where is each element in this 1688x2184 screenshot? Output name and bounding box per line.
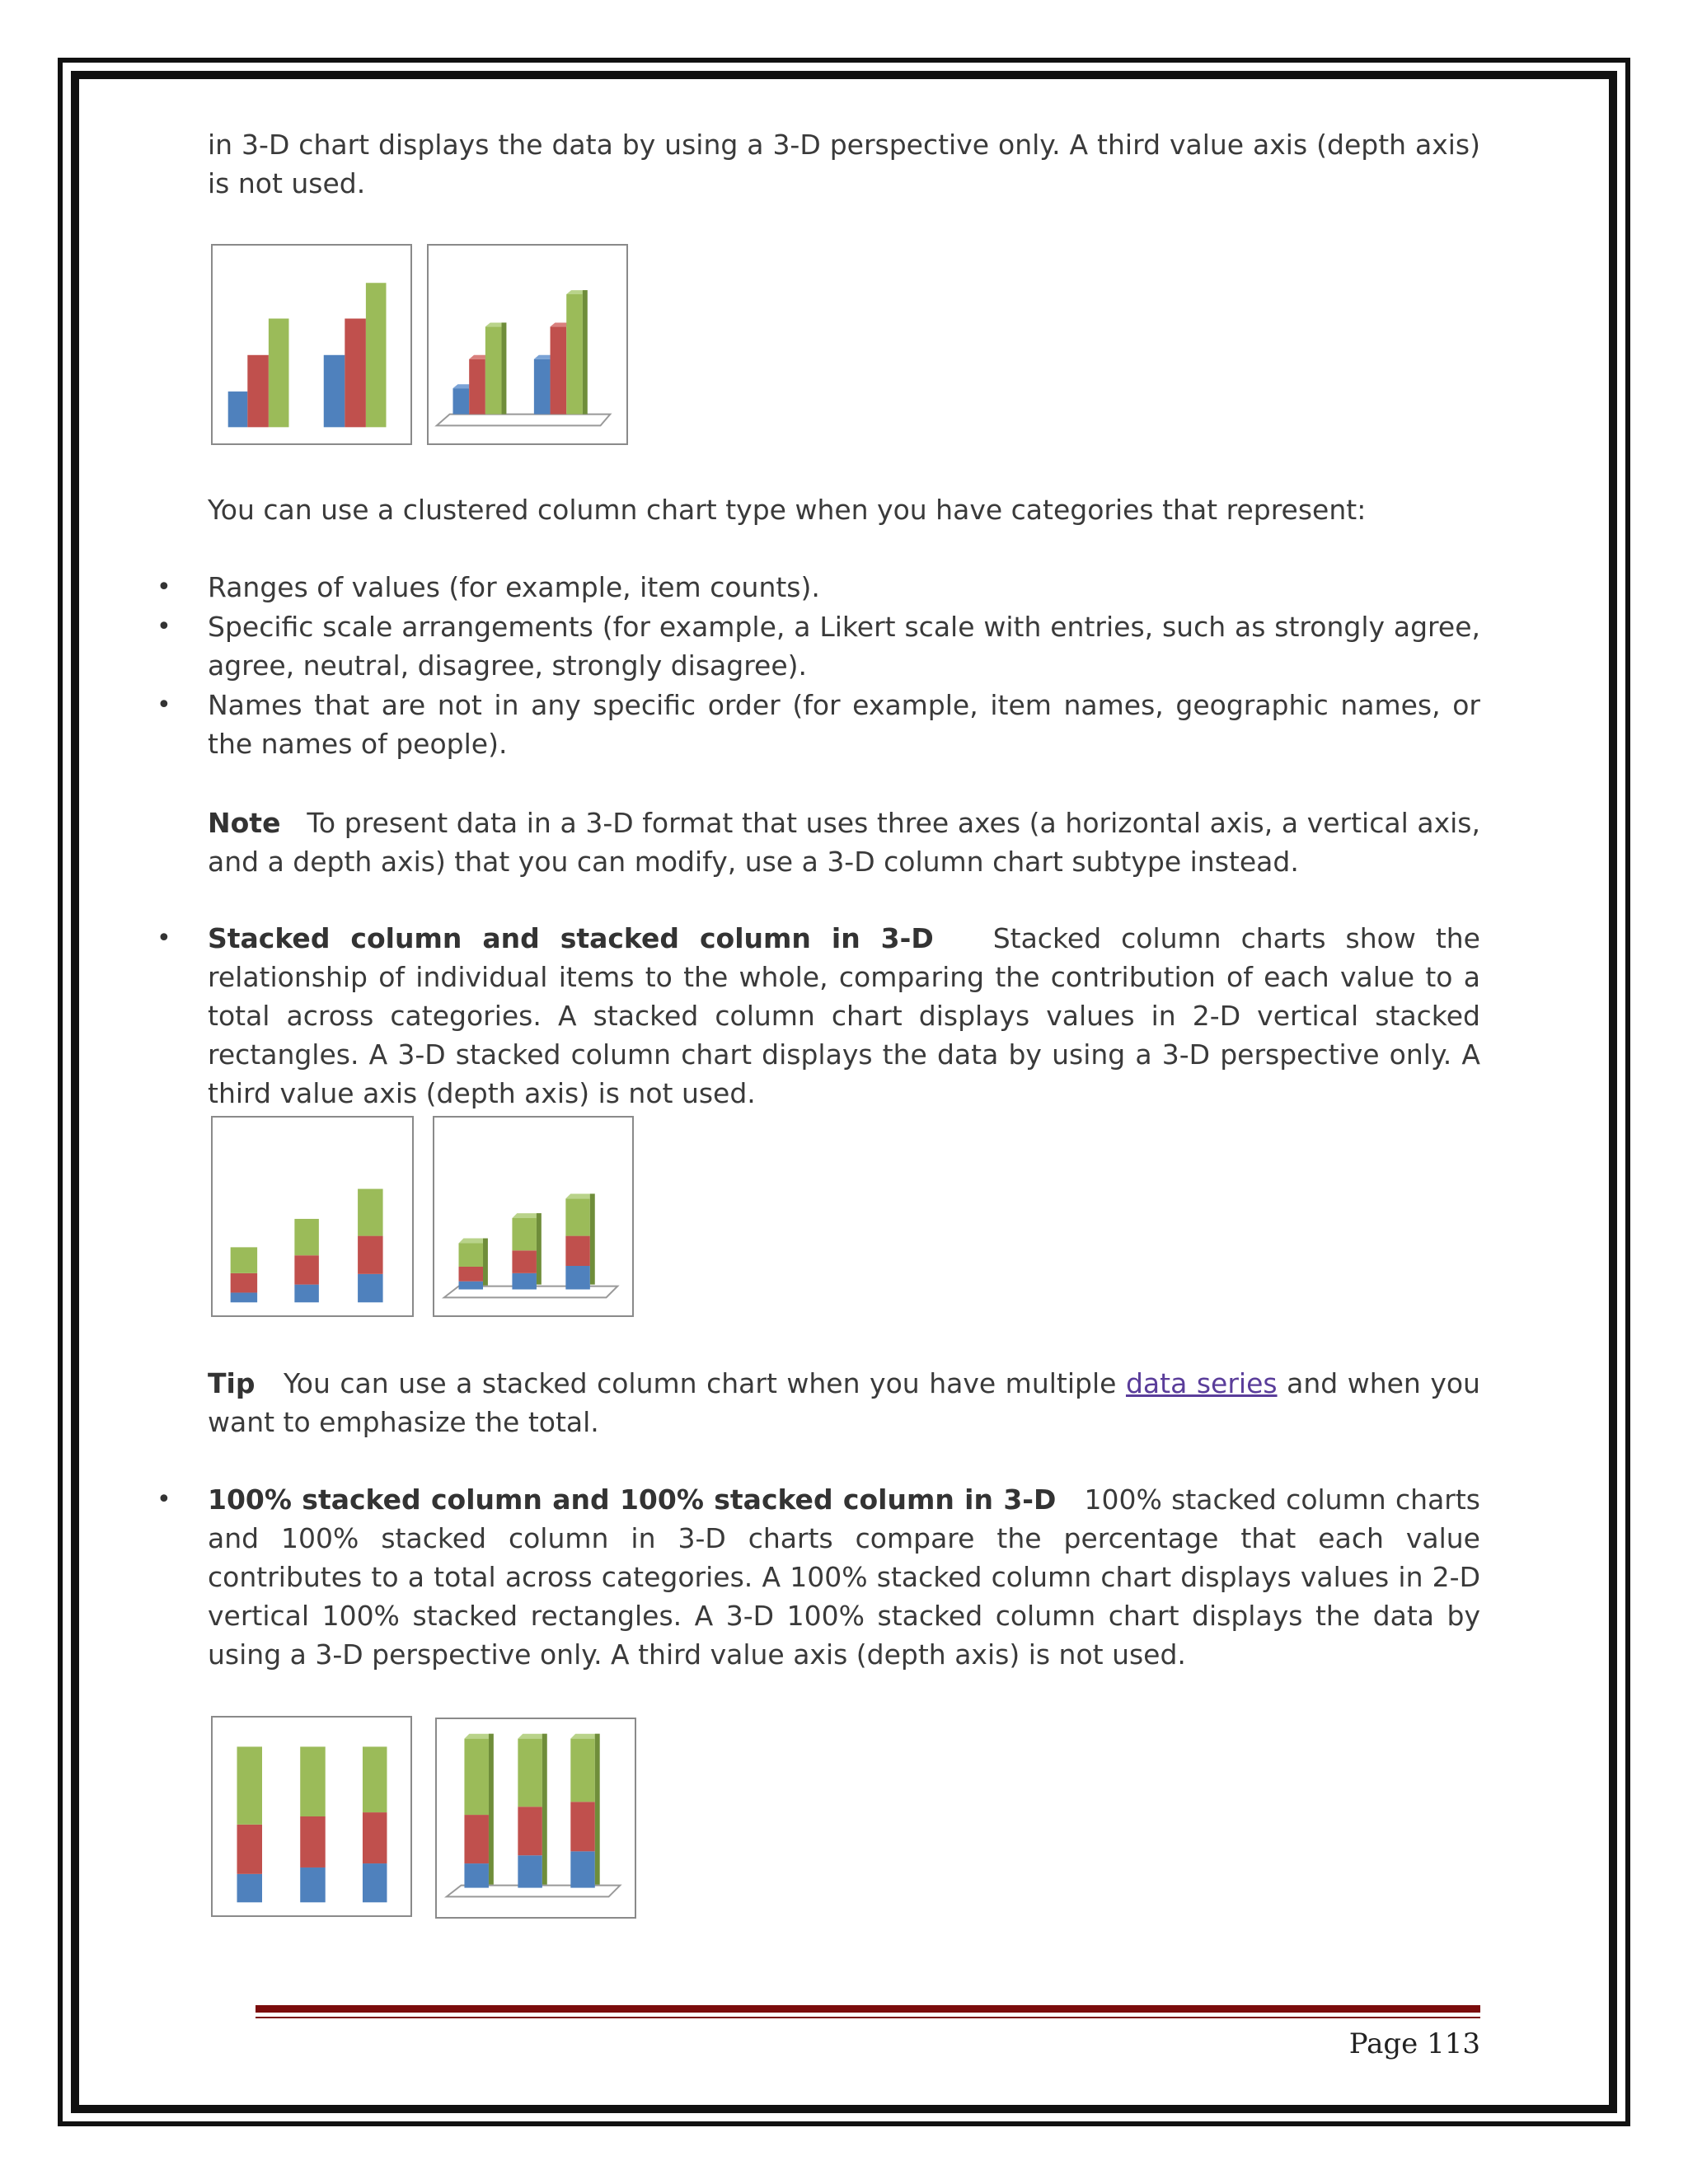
- stacked-column-2d-icon: [213, 1118, 412, 1315]
- note-paragraph: [208, 804, 1480, 881]
- stacked100-heading: 100% stacked column and 100% stacked column in 3-D: [208, 1483, 1057, 1516]
- bullet-marker: •: [157, 1485, 171, 1514]
- stacked100-paragraph: [208, 1480, 1480, 1674]
- clustered-column-2d-icon: [213, 246, 410, 443]
- stacked-column-2d-thumbnail: [211, 1116, 414, 1317]
- stacked-text: Stacked column charts show the relationship of individual items to the whole, comparing the contribution of each value to a total across categories. A stacked column chart displays values in 2-D vertical stacked rectangles. A 3-D stacked column chart displays the data by using a 3-D perspective only. A third value axis (depth axis) is not used.: [208, 922, 1480, 1109]
- tip-label: Tip: [208, 1367, 256, 1399]
- stacked100-column-2d-thumbnail: [211, 1716, 412, 1917]
- tip-paragraph: [208, 1364, 1480, 1441]
- bullet-marker: •: [157, 924, 171, 953]
- stacked-heading: Stacked column and stacked column in 3-D: [208, 922, 934, 954]
- page-number: Page 113: [1348, 2027, 1480, 2060]
- note-label: Note: [208, 807, 281, 839]
- footer-rule: [256, 2005, 1480, 2013]
- data-series-link[interactable]: data series: [1125, 1367, 1278, 1399]
- clustered-column-3d-icon: [429, 246, 626, 443]
- stacked100-text: 100% stacked column charts and 100% stacked column in 3-D charts compare the percentage that each value contributes to a total across categories. A 100% stacked column chart displays values in 2-D vertical 100% stacked rectangles. A 3-D 100% stacked column chart displays the data by using a 3-D perspective only. A third value axis (depth axis) is not used.: [208, 1483, 1480, 1671]
- stacked100-column-3d-thumbnail: [435, 1718, 636, 1919]
- tip-text-before: You can use a stacked column chart when you have multiple: [284, 1367, 1117, 1399]
- footer-rule-thin: [256, 2017, 1480, 2018]
- bullet-item: Ranges of values (for example, item counts).: [208, 571, 820, 603]
- bullet-item: Names that are not in any specific order (for example, item names, geographic names, or the names of people).: [208, 689, 1480, 760]
- stacked-column-3d-icon: [434, 1118, 632, 1315]
- stacked100-column-3d-icon: [437, 1719, 635, 1917]
- bullet-item: Specific scale arrangements (for example, a Likert scale with entries, such as strongly agree, agree, neutral, disagree, strongly disagree).: [208, 611, 1480, 682]
- clustered-column-3d-thumbnail: [427, 244, 628, 445]
- stacked-paragraph: [208, 919, 1480, 1113]
- stacked-column-3d-thumbnail: [433, 1116, 634, 1317]
- clustered-intro: You can use a clustered column chart type when you have categories that represent:: [208, 494, 1367, 526]
- bullet-marker: •: [157, 612, 171, 641]
- tip-text-after: and when you want to emphasize the total.: [208, 1367, 1480, 1438]
- note-text: To present data in a 3-D format that uses three axes (a horizontal axis, a vertical axis, and a depth axis) that you can modify, use a 3-D column chart subtype instead.: [208, 807, 1480, 878]
- stacked100-column-2d-icon: [213, 1718, 410, 1915]
- bullet-marker: •: [157, 691, 171, 719]
- clustered-column-2d-thumbnail: [211, 244, 412, 445]
- paragraph-3d-clustered: in 3-D chart displays the data by using a 3-D perspective only. A third value axis (depth axis) is not used.: [208, 129, 1480, 199]
- bullet-marker: •: [157, 573, 171, 602]
